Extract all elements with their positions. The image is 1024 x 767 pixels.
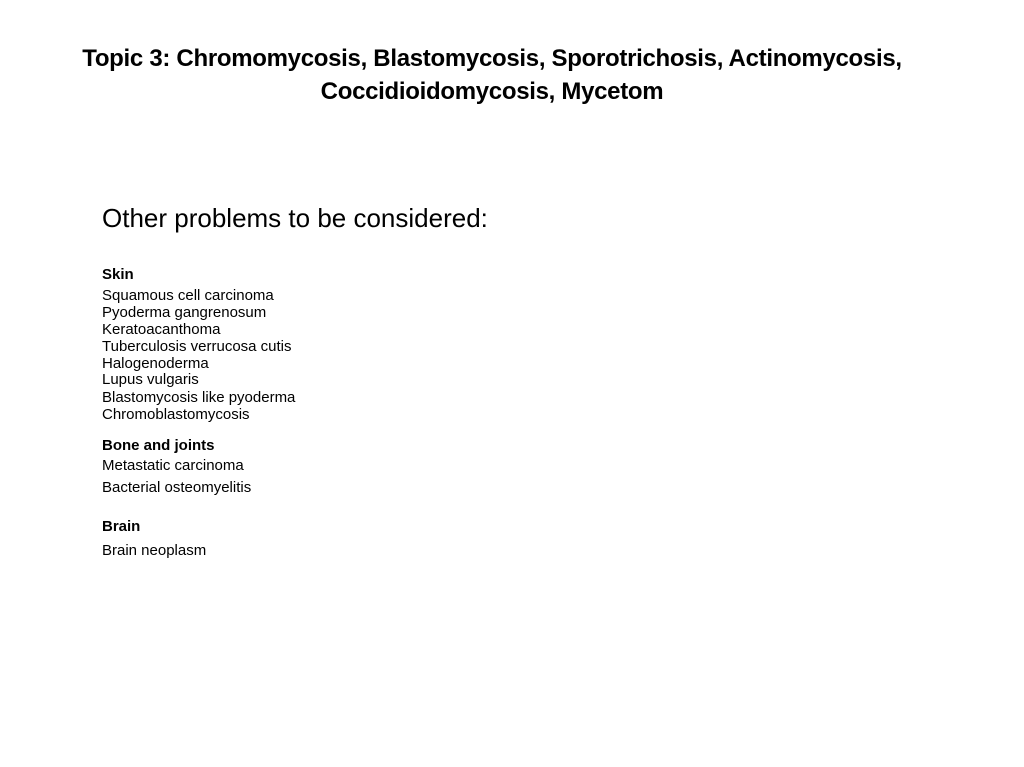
list-item: Halogenoderma (102, 355, 209, 372)
section-heading-brain: Brain (102, 518, 141, 535)
slide-title (0, 42, 984, 108)
list-item: Squamous cell carcinoma (102, 287, 274, 304)
list-item: Blastomycosis like pyoderma (102, 389, 296, 406)
list-item: Tuberculosis verrucosa cutis (102, 338, 292, 355)
slide-title-line-2: Coccidioidomycosis, Mycetom (320, 78, 664, 105)
list-item: Pyoderma gangrenosum (102, 304, 267, 321)
list-item: Metastatic carcinoma (102, 457, 244, 474)
list-item: Keratoacanthoma (102, 321, 221, 338)
list-item: Chromoblastomycosis (102, 406, 250, 423)
section-heading-skin: Skin (102, 266, 134, 283)
list-item: Brain neoplasm (102, 542, 207, 559)
list-item: Bacterial osteomyelitis (102, 479, 252, 496)
slide-title-line-1: Topic 3: Chromomycosis, Blastomycosis, Sporotrichosis, Actinomycosis, (82, 45, 902, 72)
section-heading-bone-and-joints: Bone and joints (102, 437, 215, 454)
slide-subtitle: Other problems to be considered: (102, 203, 488, 233)
list-item: Lupus vulgaris (102, 371, 199, 388)
